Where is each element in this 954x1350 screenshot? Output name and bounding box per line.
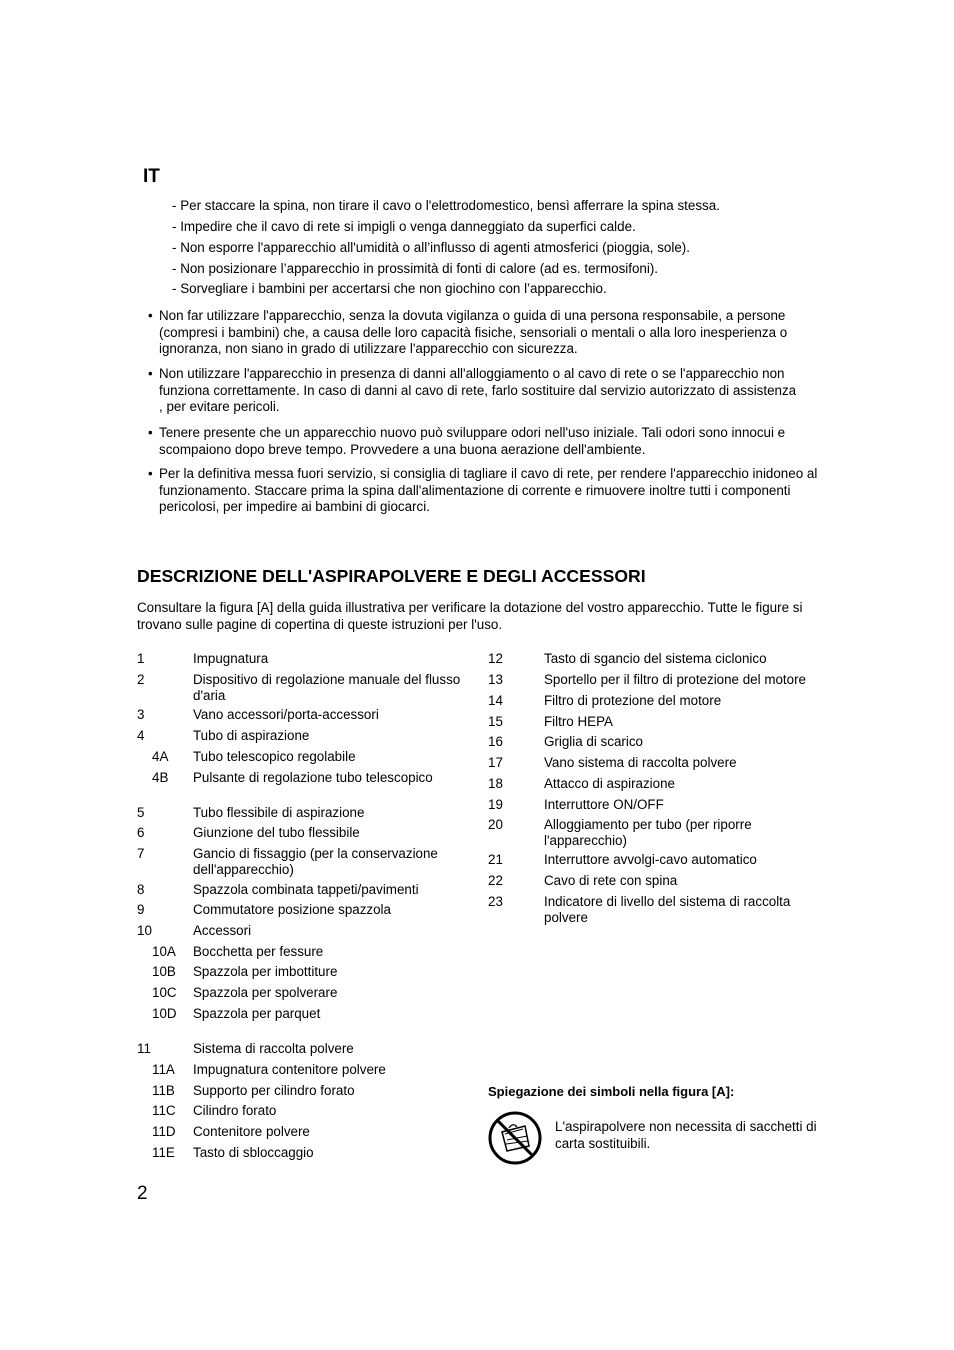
- item-label: Alloggiamento per tubo (per riporre l'apparecchio): [544, 817, 752, 848]
- item-number: 22: [488, 873, 503, 888]
- bullet-icon: •: [148, 425, 153, 440]
- item-number: 13: [488, 672, 503, 687]
- item-number: 17: [488, 755, 503, 770]
- item-label: Spazzola per imbottiture: [193, 964, 338, 979]
- section-title: DESCRIZIONE DELL'ASPIRAPOLVERE E DEGLI ACCESSORI: [137, 566, 646, 586]
- item-label: Cavo di rete con spina: [544, 873, 678, 888]
- item-number: 10B: [152, 964, 176, 979]
- bullet-item: [148, 466, 818, 516]
- item-number: 19: [488, 797, 503, 812]
- dash-item: - Sorvegliare i bambini per accertarsi che non giochino con l’apparecchio.: [172, 281, 607, 297]
- item-label: Dispositivo di regolazione manuale del flusso d'aria: [193, 672, 461, 703]
- item-label: Sistema di raccolta polvere: [193, 1041, 354, 1056]
- item-label: Sportello per il filtro di protezione del motore: [544, 672, 806, 687]
- item-label: Attacco di aspirazione: [544, 776, 676, 791]
- no-bag-icon: [487, 1110, 543, 1166]
- bullet-item: [148, 366, 886, 416]
- item-label: Cilindro forato: [193, 1103, 277, 1118]
- item-label: Impugnatura contenitore polvere: [193, 1062, 386, 1077]
- item-number: 11: [137, 1041, 151, 1056]
- item-label: Indicatore di livello del sistema di raccolta polvere: [544, 894, 791, 925]
- bullet-text: Tenere presente che un apparecchio nuovo può sviluppare odori nell'uso iniziale. Tali odori sono innocui e scompaiono dopo breve tempo. Provvedere a una buona aerazione dell'ambiente.: [159, 425, 786, 457]
- item-number: 9: [137, 902, 145, 917]
- item-label: Tubo telescopico regolabile: [193, 749, 356, 764]
- item-number: 8: [137, 882, 145, 897]
- dash-item: - Non esporre l'apparecchio all'umidità o all’influsso di agenti atmosferici (pioggia, sole).: [172, 240, 690, 256]
- item-number: 4: [137, 728, 145, 743]
- item-label: Bocchetta per fessure: [193, 944, 324, 959]
- item-number: 10C: [152, 985, 177, 1000]
- item-label: Griglia di scarico: [544, 734, 643, 749]
- item-label: Supporto per cilindro forato: [193, 1083, 355, 1098]
- dash-item: - Per staccare la spina, non tirare il cavo o l'elettrodomestico, bensì afferrare la spina stessa.: [172, 198, 720, 214]
- item-label: Interruttore avvolgi-cavo automatico: [544, 852, 757, 867]
- language-code: IT: [143, 166, 160, 187]
- dash-item: - Non posizionare l’apparecchio in prossimità di fonti di calore (ad es. termosifoni).: [172, 261, 658, 277]
- bullet-icon: •: [148, 308, 153, 323]
- dash-item: - Impedire che il cavo di rete si impigli o venga danneggiato da superfici calde.: [172, 219, 636, 235]
- item-label: Pulsante di regolazione tubo telescopico: [193, 770, 433, 785]
- item-number: 11D: [152, 1124, 176, 1139]
- item-number: 7: [137, 846, 145, 861]
- item-number: 18: [488, 776, 503, 791]
- item-number: 14: [488, 693, 503, 708]
- item-number: 20: [488, 817, 503, 832]
- item-label: Gancio di fissaggio (per la conservazione dell'apparecchio): [193, 846, 438, 877]
- item-number: 10D: [152, 1006, 177, 1021]
- bullet-icon: •: [148, 366, 153, 381]
- item-label: Tubo di aspirazione: [193, 728, 310, 743]
- bullet-text: Non utilizzare l'apparecchio in presenza di danni all'alloggiamento o al cavo di rete o se l'apparecchio non funziona correttamente. In caso di danni al cavo di rete, farlo sostituire dal servizio autorizzato di assistenza , per evitare pericoli.: [159, 366, 886, 415]
- item-label: Spazzola combinata tappeti/pavimenti: [193, 882, 419, 897]
- item-number: 11B: [152, 1083, 175, 1098]
- symbols-title: Spiegazione dei simboli nella figura [A]:: [488, 1084, 735, 1099]
- item-label: Impugnatura: [193, 651, 269, 666]
- item-number: 21: [488, 852, 503, 867]
- item-number: 11A: [152, 1062, 175, 1077]
- item-label: Vano sistema di raccolta polvere: [544, 755, 737, 770]
- item-number: 5: [137, 805, 145, 820]
- item-label: Interruttore ON/OFF: [544, 797, 664, 812]
- item-number: 12: [488, 651, 503, 666]
- bullet-item: [148, 308, 818, 358]
- bullet-text: Non far utilizzare l'apparecchio, senza la dovuta vigilanza o guida di una persona responsabile, a persone (compresi i bambini) che, a causa delle loro capacità fisiche, sensoriali o mentali o alla loro inesperienza o ignoranza, non siano in grado di utilizzare l'apparecchio con sicurezza.: [159, 308, 788, 357]
- item-number: 23: [488, 894, 503, 909]
- item-label: Filtro HEPA: [544, 714, 613, 729]
- symbols-description: L'aspirapolvere non necessita di sacchetti di carta sostituibili.: [555, 1119, 817, 1151]
- item-label: Giunzione del tubo flessibile: [193, 825, 360, 840]
- item-label: Accessori: [193, 923, 252, 938]
- item-label: Spazzola per spolverare: [193, 985, 338, 1000]
- item-label: Contenitore polvere: [193, 1124, 310, 1139]
- item-number: 2: [137, 672, 145, 687]
- item-number: 3: [137, 707, 145, 722]
- intro-text: Consultare la figura [A] della guida illustrativa per verificare la dotazione del vostro apparecchio. Tutte le figure si trovano sulle pagine di copertina di queste istruzioni per l'uso.: [137, 600, 803, 632]
- item-number: 15: [488, 714, 503, 729]
- bullet-text: Per la definitiva messa fuori servizio, si consiglia di tagliare il cavo di rete, per rendere l'apparecchio inidoneo al funzionamento. Staccare prima la spina dall'alimentazione di corrente e rimuovere inoltre tutti i componenti pericolosi, per impedire ai bambini di giocarci.: [159, 466, 818, 515]
- item-number: 1: [137, 651, 145, 666]
- bullet-item: [148, 425, 818, 458]
- item-number: 10: [137, 923, 152, 938]
- item-number: 10A: [152, 944, 176, 959]
- item-number: 6: [137, 825, 145, 840]
- item-number: 16: [488, 734, 503, 749]
- item-number: 11C: [152, 1103, 176, 1118]
- item-label: Tasto di sbloccaggio: [193, 1145, 314, 1160]
- item-number: 4B: [152, 770, 169, 785]
- item-label: Tubo flessibile di aspirazione: [193, 805, 365, 820]
- item-number: 4A: [152, 749, 169, 764]
- item-label: Tasto di sgancio del sistema ciclonico: [544, 651, 767, 666]
- bullet-icon: •: [148, 466, 153, 481]
- item-label: Filtro di protezione del motore: [544, 693, 722, 708]
- item-label: Spazzola per parquet: [193, 1006, 321, 1021]
- page-number: 2: [137, 1183, 148, 1204]
- item-label: Commutatore posizione spazzola: [193, 902, 391, 917]
- item-label: Vano accessori/porta-accessori: [193, 707, 379, 722]
- item-number: 11E: [152, 1145, 175, 1160]
